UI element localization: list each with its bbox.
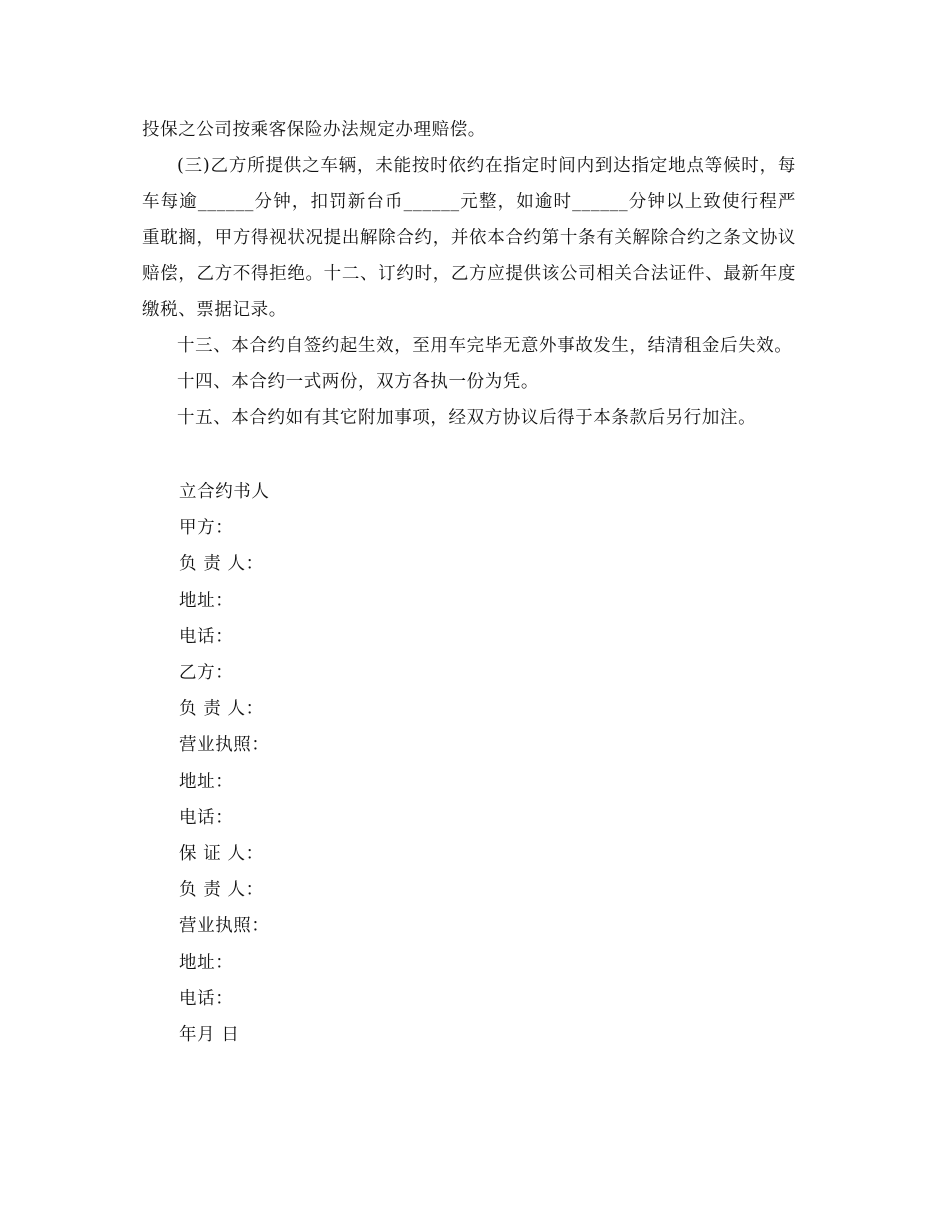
guarantor-representative-label: 负 责 人： xyxy=(179,880,264,901)
paragraph-article-15: 十五、本合约如有其它附加事项，经双方协议后得于本条款后另行加注。 xyxy=(177,408,757,428)
date-label: 年月 日 xyxy=(179,1025,240,1046)
guarantor-license-label: 营业执照： xyxy=(179,916,270,937)
contract-body xyxy=(142,112,796,436)
signatories-heading: 立合约书人 xyxy=(179,482,270,502)
guarantor-address-label: 地址： xyxy=(179,952,234,973)
guarantor-label: 保 证 人： xyxy=(179,844,264,865)
guarantor-phone-label: 电话： xyxy=(179,988,234,1009)
party-a-representative-label: 负 责 人： xyxy=(179,554,264,575)
paragraph-vehicle-delay-penalty: (三)乙方所提供之车辆，未能按时依约在指定时间内到达指定地点等候时，每车每逾______分钟，扣罚新台币______元整，如逾时______分钟以上致使行程严重耽搁，甲方得视状况提出解除合约，并依本合约第十条有关解除合约之条文协议赔偿，乙方不得拒绝。十二、订约时，乙方应提供该公司相关合法证件、最新年度缴税、票据记录。 xyxy=(142,156,796,320)
paragraph-article-13: 十三、本合约自签约起生效，至用车完毕无意外事故发生，结清租金后失效。 xyxy=(177,336,793,356)
party-b-phone-label: 电话： xyxy=(179,807,234,828)
party-b-representative-label: 负 责 人： xyxy=(179,699,264,720)
paragraph-article-14: 十四、本合约一式两份，双方各执一份为凭。 xyxy=(177,372,539,392)
party-b-license-label: 营业执照： xyxy=(179,735,270,756)
party-a-label: 甲方： xyxy=(179,518,234,539)
party-b-label: 乙方： xyxy=(179,663,234,684)
paragraph-insurance-compensation: 投保之公司按乘客保险办法规定办理赔偿。 xyxy=(142,120,486,140)
signature-block xyxy=(179,474,779,1053)
party-b-address-label: 地址： xyxy=(179,771,234,792)
party-a-phone-label: 电话： xyxy=(179,626,234,647)
party-a-address-label: 地址： xyxy=(179,590,234,611)
